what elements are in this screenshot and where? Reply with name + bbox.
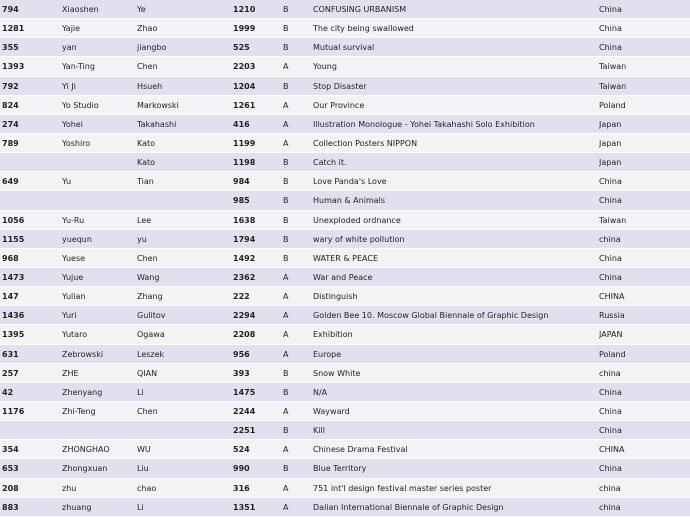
first-name-cell: zhuang: [62, 502, 92, 512]
country-cell: China: [599, 426, 622, 436]
work-number-cell: 956: [233, 349, 250, 359]
work-number-cell: 1204: [233, 81, 256, 91]
work-number-cell: 222: [233, 292, 250, 302]
work-number-cell: 1198: [233, 158, 256, 168]
country-cell: Taiwan: [599, 81, 627, 91]
entry-id-cell: 1395: [2, 330, 25, 340]
country-cell: China: [599, 406, 622, 416]
country-cell: JAPAN: [599, 330, 623, 340]
title-cell: Dalian International Biennale of Graphic Design: [313, 502, 504, 512]
entry-id-cell: 1056: [2, 215, 25, 225]
table-row: [0, 440, 690, 459]
last-name-cell: Zhang: [137, 292, 163, 302]
entry-id-cell: 789: [2, 138, 19, 148]
title-cell: WATER & PEACE: [313, 253, 378, 263]
category-cell: B: [283, 234, 289, 244]
country-cell: China: [599, 464, 622, 474]
last-name-cell: Takahashi: [137, 119, 177, 129]
last-name-cell: Chen: [137, 253, 158, 263]
country-cell: Japan: [599, 138, 622, 148]
table-row: [0, 287, 690, 306]
last-name-cell: Leszek: [137, 349, 165, 359]
work-number-cell: 1475: [233, 387, 256, 397]
title-cell: Kill: [313, 426, 325, 436]
table-row: [0, 249, 690, 268]
work-number-cell: 2203: [233, 62, 256, 72]
title-cell: Collection Posters NIPPON: [313, 138, 418, 148]
table-row: [0, 172, 690, 191]
country-cell: China: [599, 272, 622, 282]
entry-id-cell: 649: [2, 177, 19, 187]
category-cell: A: [283, 272, 289, 282]
category-cell: B: [283, 253, 289, 263]
category-cell: A: [283, 62, 289, 72]
title-cell: Illustration Monologue - Yohei Takahashi Solo Exhibition: [313, 119, 535, 129]
work-number-cell: 416: [233, 119, 250, 129]
work-number-cell: 524: [233, 445, 250, 455]
entry-id-cell: 257: [2, 368, 19, 378]
last-name-cell: Gulitov: [137, 311, 166, 321]
table-row: [0, 57, 690, 76]
country-cell: Japan: [599, 119, 622, 129]
table-row: [0, 230, 690, 249]
first-name-cell: Yo Studio: [62, 100, 99, 110]
last-name-cell: jiangbo: [137, 43, 167, 53]
country-cell: Taiwan: [599, 62, 627, 72]
last-name-cell: Li: [137, 387, 144, 397]
table-row: [0, 191, 690, 210]
country-cell: China: [599, 196, 622, 206]
last-name-cell: Liu: [137, 464, 149, 474]
country-cell: CHINA: [599, 445, 625, 455]
country-cell: china: [599, 502, 621, 512]
title-cell: 751 int'l design festival master series poster: [313, 483, 492, 493]
first-name-cell: Zhongxuan: [62, 464, 108, 474]
table-row: [0, 498, 690, 517]
table-row: [0, 345, 690, 364]
country-cell: Poland: [599, 349, 626, 359]
country-cell: China: [599, 24, 622, 34]
title-cell: Blue Territory: [313, 464, 367, 474]
category-cell: B: [283, 5, 289, 14]
entry-id-cell: 274: [2, 119, 19, 129]
last-name-cell: Kato: [137, 138, 156, 148]
category-cell: A: [283, 292, 289, 302]
work-number-cell: 393: [233, 368, 250, 378]
country-cell: China: [599, 177, 622, 187]
title-cell: Wayward: [313, 406, 350, 416]
work-number-cell: 1999: [233, 24, 256, 34]
title-cell: Exhibition: [313, 330, 353, 340]
last-name-cell: Chen: [137, 62, 158, 72]
category-cell: A: [283, 311, 289, 321]
category-cell: A: [283, 483, 289, 493]
category-cell: B: [283, 24, 289, 34]
entry-id-cell: 1473: [2, 272, 25, 282]
title-cell: Snow White: [313, 368, 361, 378]
entry-id-cell: 208: [2, 483, 19, 493]
category-cell: A: [283, 445, 289, 455]
first-name-cell: zhu: [62, 483, 77, 493]
first-name-cell: Yan-Ting: [62, 62, 95, 72]
work-number-cell: 1638: [233, 215, 256, 225]
last-name-cell: Hsueh: [137, 81, 163, 91]
entry-id-cell: 968: [2, 253, 19, 263]
table-row: [0, 153, 690, 172]
table-row: [0, 306, 690, 325]
title-cell: Mutual survival: [313, 43, 375, 53]
last-name-cell: Markowski: [137, 100, 179, 110]
last-name-cell: Lee: [137, 215, 152, 225]
last-name-cell: Ye: [137, 5, 146, 14]
country-cell: China: [599, 43, 622, 53]
last-name-cell: Chen: [137, 406, 158, 416]
last-name-cell: chao: [137, 483, 157, 493]
category-cell: B: [283, 426, 289, 436]
first-name-cell: Yu: [62, 177, 72, 187]
title-cell: Europe: [313, 349, 342, 359]
country-cell: CHINA: [599, 292, 625, 302]
entry-id-cell: 1281: [2, 24, 25, 34]
first-name-cell: Yutaro: [62, 330, 88, 340]
table-row: [0, 134, 690, 153]
title-cell: War and Peace: [313, 272, 373, 282]
entry-id-cell: 824: [2, 100, 19, 110]
entry-id-cell: 653: [2, 464, 19, 474]
first-name-cell: Yu-Ru: [62, 215, 85, 225]
category-cell: A: [283, 502, 289, 512]
entry-id-cell: 355: [2, 43, 19, 53]
category-cell: B: [283, 196, 289, 206]
work-number-cell: 985: [233, 196, 250, 206]
title-cell: Unexploded ordnance: [313, 215, 401, 225]
work-number-cell: 2362: [233, 272, 256, 282]
work-number-cell: 2244: [233, 406, 256, 416]
work-number-cell: 984: [233, 177, 250, 187]
table-row: [0, 268, 690, 287]
first-name-cell: ZHE: [62, 368, 79, 378]
title-cell: Young: [313, 62, 337, 72]
first-name-cell: Yuese: [62, 253, 86, 263]
first-name-cell: Yi Ji: [62, 81, 76, 91]
title-cell: Love Panda's Love: [313, 177, 387, 187]
work-number-cell: 2294: [233, 311, 256, 321]
country-cell: China: [599, 5, 622, 14]
entry-id-cell: 883: [2, 502, 19, 512]
table-row: [0, 77, 690, 96]
category-cell: A: [283, 406, 289, 416]
category-cell: B: [283, 387, 289, 397]
category-cell: B: [283, 177, 289, 187]
table-row: [0, 402, 690, 421]
last-name-cell: Li: [137, 502, 144, 512]
work-number-cell: 1351: [233, 502, 256, 512]
title-cell: Catch it.: [313, 158, 347, 168]
entry-id-cell: 147: [2, 292, 19, 302]
title-cell: wary of white pollution: [313, 234, 405, 244]
last-name-cell: Wang: [137, 272, 160, 282]
title-cell: N/A: [313, 387, 328, 397]
title-cell: Distinguish: [313, 292, 358, 302]
first-name-cell: Yujue: [62, 272, 84, 282]
entry-id-cell: 1155: [2, 234, 25, 244]
first-name-cell: yuequn: [62, 234, 92, 244]
first-name-cell: Yajie: [62, 24, 81, 34]
title-cell: Chinese Drama Festival: [313, 445, 408, 455]
last-name-cell: Kato: [137, 158, 156, 168]
last-name-cell: yu: [137, 234, 147, 244]
first-name-cell: Zebrowski: [62, 349, 104, 359]
first-name-cell: Yuri: [62, 311, 77, 321]
first-name-cell: Xiaoshen: [62, 5, 99, 14]
table-row: [0, 421, 690, 440]
category-cell: A: [283, 349, 289, 359]
table-row: [0, 479, 690, 498]
title-cell: The city being swallowed: [313, 24, 414, 34]
category-cell: A: [283, 100, 289, 110]
first-name-cell: Yohei: [62, 119, 83, 129]
entry-id-cell: 1393: [2, 62, 25, 72]
country-cell: China: [599, 387, 622, 397]
entry-id-cell: 631: [2, 349, 19, 359]
category-cell: B: [283, 158, 289, 168]
category-cell: B: [283, 464, 289, 474]
last-name-cell: Tian: [137, 177, 154, 187]
entry-id-cell: 1176: [2, 406, 25, 416]
country-cell: Poland: [599, 100, 626, 110]
title-cell: CONFUSING URBANISM: [313, 5, 407, 14]
table-row: [0, 115, 690, 134]
work-number-cell: 2251: [233, 426, 256, 436]
country-cell: Taiwan: [599, 215, 627, 225]
first-name-cell: ZHONGHAO: [62, 445, 110, 455]
table-row: [0, 459, 690, 478]
category-cell: A: [283, 330, 289, 340]
country-cell: china: [599, 368, 621, 378]
title-cell: Our Province: [313, 100, 365, 110]
category-cell: A: [283, 119, 289, 129]
last-name-cell: WU: [137, 445, 151, 455]
country-cell: Russia: [599, 311, 625, 321]
country-cell: Japan: [599, 158, 622, 168]
table-row: [0, 0, 690, 19]
table-row: [0, 325, 690, 344]
country-cell: China: [599, 253, 622, 263]
work-number-cell: 1199: [233, 138, 256, 148]
category-cell: A: [283, 138, 289, 148]
entry-id-cell: 794: [2, 5, 19, 14]
work-number-cell: 1261: [233, 100, 256, 110]
entry-id-cell: 1436: [2, 311, 25, 321]
first-name-cell: Zhi-Teng: [62, 406, 96, 416]
title-cell: Stop Disaster: [313, 81, 367, 91]
first-name-cell: Yulian: [62, 292, 86, 302]
work-number-cell: 316: [233, 483, 250, 493]
table-row: [0, 38, 690, 57]
last-name-cell: QIAN: [137, 368, 158, 378]
table-row: [0, 211, 690, 230]
table-row: [0, 383, 690, 402]
work-number-cell: 525: [233, 43, 250, 53]
table-row: [0, 96, 690, 115]
title-cell: Human & Animals: [313, 196, 386, 206]
table-row: [0, 364, 690, 383]
work-number-cell: 2208: [233, 330, 256, 340]
first-name-cell: Zhenyang: [62, 387, 103, 397]
title-cell: Golden Bee 10. Moscow Global Biennale of Graphic Design: [313, 311, 549, 321]
entry-id-cell: 354: [2, 445, 19, 455]
work-number-cell: 1794: [233, 234, 256, 244]
country-cell: china: [599, 483, 621, 493]
country-cell: china: [599, 234, 621, 244]
last-name-cell: Ogawa: [137, 330, 165, 340]
category-cell: B: [283, 43, 289, 53]
first-name-cell: yan: [62, 43, 77, 53]
category-cell: B: [283, 215, 289, 225]
work-number-cell: 990: [233, 464, 250, 474]
work-number-cell: 1210: [233, 5, 256, 14]
work-number-cell: 1492: [233, 253, 256, 263]
entry-id-cell: 792: [2, 81, 19, 91]
first-name-cell: Yoshiro: [62, 138, 91, 148]
category-cell: B: [283, 81, 289, 91]
entry-id-cell: 42: [2, 387, 14, 397]
table-row: [0, 19, 690, 38]
category-cell: B: [283, 368, 289, 378]
last-name-cell: Zhao: [137, 24, 158, 34]
